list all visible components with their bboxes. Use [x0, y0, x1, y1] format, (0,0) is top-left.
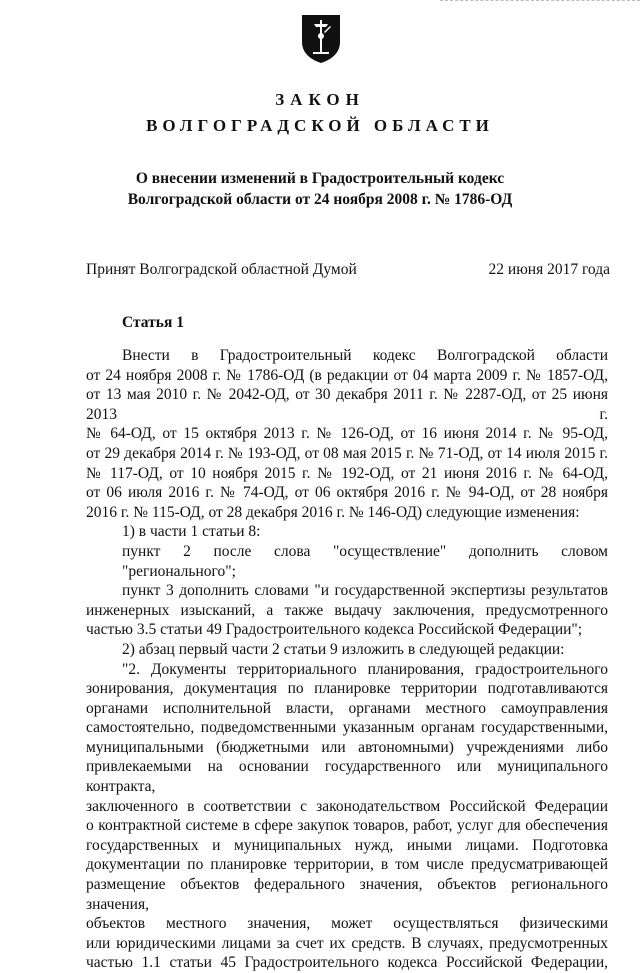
body-line: от 29 декабря 2014 г. № 193-ОД, от 08 мая 2015 г. № 71-ОД, от 14 июля 2015 г.: [86, 444, 608, 462]
article-heading: Статья 1: [122, 314, 184, 331]
body-line: Внести в Градостроительный кодекс Волгоградской области: [122, 347, 608, 364]
body-line: привлекаемыми на основании государственного или муниципального контракта,: [86, 758, 608, 796]
body-line: от 13 мая 2010 г. № 2042-ОД, от 30 декабря 2011 г. № 2287-ОД, от 25 июня 2013 г.: [86, 386, 608, 423]
body-line: пункт 2 после слова "осуществление" дополнить словом "регионального";: [122, 542, 608, 580]
body-line: "2. Документы территориального планирования, градостроительного: [122, 660, 608, 678]
body-line: о контрактной системе в сфере закупок товаров, работ, услуг для обеспечения: [86, 817, 608, 835]
body-line: или юридическими лицами за счет их средств. В случаях, предусмотренных: [86, 934, 608, 952]
adopted-by: Принят Волгоградской областной Думой: [86, 261, 357, 278]
body-line: органами исполнительной власти, органами местного самоуправления: [86, 699, 608, 717]
body-line: 1) в части 1 статьи 8:: [122, 523, 261, 541]
body-line: пункт 3 дополнить словами "и государственной экспертизы результатов: [122, 582, 608, 600]
body-line: частью 3.5 статьи 49 Градостроительного кодекса Российской Федерации";: [86, 621, 583, 639]
body-line: размещение объектов федерального значения, объектов регионального значения,: [86, 876, 608, 913]
body-line: документации по планировке территории, в том числе предусматривающей: [86, 856, 608, 874]
body-line: зонирования, документация по планировке территории подготавливаются: [86, 680, 608, 698]
subject-line-1: О внесении изменений в Градостроительный кодекс: [135, 170, 505, 187]
region-title: ВОЛГОГРАДСКОЙ ОБЛАСТИ: [146, 116, 494, 135]
body-line: инженерных изысканий, а также выдачу заключения, предусмотренного: [86, 601, 608, 619]
law-subject: [60, 168, 580, 210]
subject-line-2: Волгоградской области от 24 ноября 2008 г. № 1786-ОД: [127, 191, 513, 208]
body-line: объектов местного значения, может осуществляться физическими: [86, 915, 608, 933]
body-line: от 06 июля 2016 г. № 74-ОД, от 06 октября 2016 г. № 94-ОД, от 28 ноября: [86, 484, 608, 502]
adoption-date: 22 июня 2017 года: [488, 261, 610, 278]
body-line: государственных и муниципальных нужд, иными лицами. Подготовка: [86, 836, 608, 854]
law-title: ЗАКОН: [275, 90, 365, 109]
body-line: частью 1.1 статьи 45 Градостроительного кодекса Российской Федерации,: [86, 954, 608, 972]
body-line: 2) абзац первый части 2 статьи 9 изложить в следующей редакции:: [122, 640, 565, 658]
article-body: [86, 346, 608, 973]
body-line: № 117-ОД, от 10 ноября 2015 г. № 192-ОД, от 21 июня 2016 г. № 64-ОД,: [86, 464, 608, 482]
body-line: № 64-ОД, от 15 октября 2013 г. № 126-ОД, от 16 июня 2014 г. № 95-ОД,: [86, 425, 608, 443]
body-line: от 24 ноября 2008 г. № 1786-ОД (в редакции от 04 марта 2009 г. № 1857-ОД,: [86, 366, 608, 384]
coat-of-arms-icon: [300, 12, 342, 64]
body-line: 2016 г. № 115-ОД, от 28 декабря 2016 г. № 146-ОД) следующие изменения:: [86, 503, 580, 521]
scan-edge-line: [440, 0, 640, 2]
body-line: заключенного в соответствии с законодательством Российской Федерации: [86, 797, 608, 815]
body-line: самостоятельно, подведомственными указанным органам государственными,: [86, 719, 608, 737]
body-line: муниципальными (бюджетными или автономными) учреждениями либо: [86, 738, 608, 756]
